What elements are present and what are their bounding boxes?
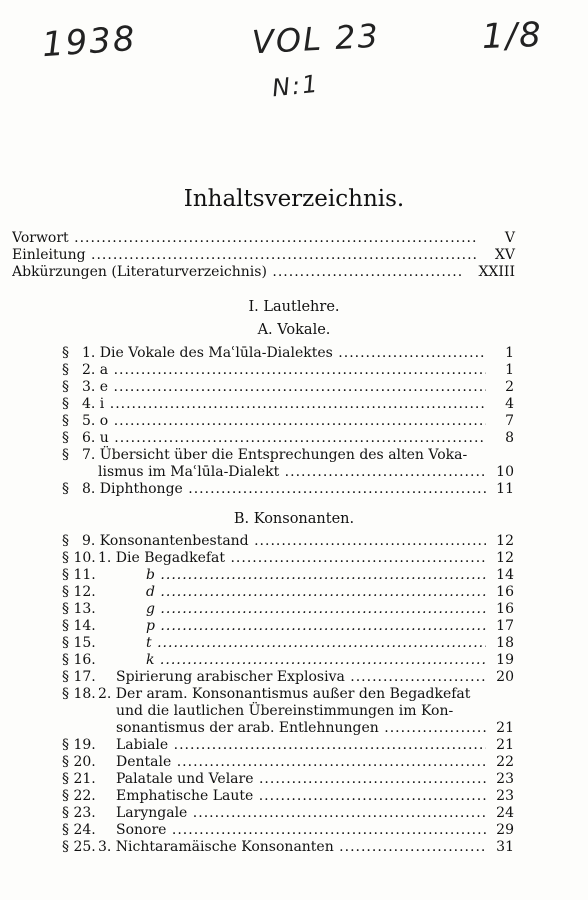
handwritten-volume: VOL 23 <box>251 16 381 62</box>
toc-label: Laryngale ..... <box>116 805 486 822</box>
section-sign: § <box>62 533 69 549</box>
section-sign: § <box>62 396 69 412</box>
section-sign: § 14. <box>62 618 96 634</box>
toc-row <box>62 822 514 839</box>
toc-label: 2. Der aram. Konsonantismus außer den Begadkefat <box>98 686 471 702</box>
toc-label: t ..... <box>146 635 486 652</box>
toc-page: XV <box>494 247 515 263</box>
section-sign: § <box>62 447 69 463</box>
toc-label: Spirierung arabischer Explosiva ..... <box>116 669 486 686</box>
toc-page: 1 <box>505 362 514 378</box>
handwritten-year: 1938 <box>40 18 138 66</box>
toc-row <box>62 737 514 754</box>
toc-label-continuation: sonantismus der arab. Entlehnungen ..... <box>116 720 486 737</box>
toc-label: 4. i ..... <box>82 396 486 413</box>
toc-label: 6. u ..... <box>82 430 486 447</box>
toc-row <box>62 584 514 601</box>
toc-label-continuation: lismus im Maʿlūla-Dialekt ..... <box>98 464 486 481</box>
section-sign: § 24. <box>62 822 96 838</box>
toc-label: 5. o ..... <box>82 413 486 430</box>
toc-page: 14 <box>496 567 514 583</box>
toc-page: 21 <box>496 737 514 753</box>
section-sign: § 13. <box>62 601 96 617</box>
toc-row <box>62 754 514 771</box>
toc-page: 1 <box>505 345 514 361</box>
toc-row <box>62 805 514 822</box>
toc-page: 2 <box>505 379 514 395</box>
toc-row <box>62 362 514 379</box>
page-title: Inhaltsverzeichnis. <box>183 186 405 212</box>
section-sign: § <box>62 430 69 446</box>
handwritten-number: N:1 <box>270 69 321 103</box>
toc-page: 23 <box>496 771 514 787</box>
section-sign: § 12. <box>62 584 96 600</box>
toc-page: 21 <box>496 720 514 736</box>
toc-page: 31 <box>496 839 514 855</box>
toc-row <box>62 345 514 362</box>
toc-page: 29 <box>496 822 514 838</box>
toc-page: V <box>504 230 515 246</box>
section-sign: § 20. <box>62 754 96 770</box>
toc-label: 1. Die Begadkefat ..... <box>98 550 486 567</box>
toc-row-abkuerzungen <box>12 264 515 281</box>
toc-page: 16 <box>496 584 514 600</box>
toc-page: 12 <box>496 550 514 566</box>
toc-label: 9. Konsonantenbestand ..... <box>82 533 486 550</box>
toc-row <box>62 379 514 396</box>
toc-page: 20 <box>496 669 514 685</box>
toc-label: Vorwort ..... <box>12 230 477 247</box>
toc-label-continuation: und die lautlichen Übereinstimmungen im Kon- <box>116 703 454 719</box>
toc-label: g ..... <box>146 601 486 618</box>
toc-row <box>62 618 514 635</box>
toc-row-continuation <box>62 703 514 720</box>
toc-row-multiline <box>62 447 514 464</box>
toc-label: 8. Diphthonge ..... <box>82 481 486 498</box>
section-sign: § 15. <box>62 635 96 651</box>
section-heading-vokale: A. Vokale. <box>257 322 331 338</box>
toc-page: 7 <box>505 413 514 429</box>
toc-row <box>62 771 514 788</box>
toc-label: Dentale ..... <box>116 754 486 771</box>
section-sign: § <box>62 413 69 429</box>
section-sign: § <box>62 345 69 361</box>
toc-row <box>62 481 514 498</box>
section-sign: § 11. <box>62 567 96 583</box>
toc-page: 22 <box>496 754 514 770</box>
section-sign: § <box>62 379 69 395</box>
section-sign: § 22. <box>62 788 96 804</box>
part-heading: I. Lautlehre. <box>248 299 340 315</box>
section-heading-konsonanten: B. Konsonanten. <box>233 511 355 527</box>
toc-row-vorwort <box>12 230 515 247</box>
toc-label: Labiale ..... <box>116 737 486 754</box>
section-sign: § 18. <box>62 686 96 702</box>
toc-row <box>62 396 514 413</box>
toc-page: 8 <box>505 430 514 446</box>
section-sign: § 10. <box>62 550 96 566</box>
toc-row-einleitung <box>12 247 515 264</box>
section-sign: § 17. <box>62 669 96 685</box>
toc-label: Einleitung ..... <box>12 247 477 264</box>
section-sign: § 19. <box>62 737 96 753</box>
toc-row <box>62 413 514 430</box>
toc-label: Sonore ..... <box>116 822 486 839</box>
toc-row-continuation <box>62 464 514 481</box>
toc-row <box>62 533 514 550</box>
section-sign: § 23. <box>62 805 96 821</box>
toc-page: 17 <box>496 618 514 634</box>
toc-row <box>62 430 514 447</box>
toc-page: 19 <box>496 652 514 668</box>
toc-row <box>62 788 514 805</box>
toc-label: 2. a ..... <box>82 362 486 379</box>
toc-label: p ..... <box>146 618 486 635</box>
toc-row <box>62 635 514 652</box>
section-sign: § <box>62 481 69 497</box>
toc-label: 3. Nichtaramäische Konsonanten ..... <box>98 839 486 856</box>
toc-label: 3. e ..... <box>82 379 486 396</box>
toc-row <box>62 839 514 856</box>
toc-page: 16 <box>496 601 514 617</box>
toc-page: 23 <box>496 788 514 804</box>
toc-row <box>62 567 514 584</box>
toc-label: Palatale und Velare ..... <box>116 771 486 788</box>
toc-row <box>62 669 514 686</box>
section-sign: § <box>62 362 69 378</box>
toc-page: 18 <box>496 635 514 651</box>
toc-label: Abkürzungen (Literaturverzeichnis) ..... <box>12 264 463 281</box>
section-sign: § 16. <box>62 652 96 668</box>
toc-page: 12 <box>496 533 514 549</box>
toc-label: 1. Die Vokale des Maʿlūla-Dialektes ..... <box>82 345 486 362</box>
toc-row-continuation <box>62 720 514 737</box>
toc-page: 4 <box>505 396 514 412</box>
toc-row <box>62 601 514 618</box>
toc-page: 11 <box>496 481 514 497</box>
toc-label: 7. Übersicht über die Entsprechungen des alten Voka- <box>82 447 468 463</box>
section-sign: § 21. <box>62 771 96 787</box>
toc-page: 24 <box>496 805 514 821</box>
toc-page: XXIII <box>478 264 515 280</box>
toc-row <box>62 652 514 669</box>
toc-label: k ..... <box>146 652 486 669</box>
toc-label: b ..... <box>146 567 486 584</box>
handwritten-fraction: 1/8 <box>481 14 544 58</box>
section-sign: § 25. <box>62 839 96 855</box>
toc-label: Emphatische Laute ..... <box>116 788 486 805</box>
toc-label: d ..... <box>146 584 486 601</box>
toc-row-multiline <box>62 686 514 703</box>
toc-page: 10 <box>496 464 514 480</box>
toc-row <box>62 550 514 567</box>
